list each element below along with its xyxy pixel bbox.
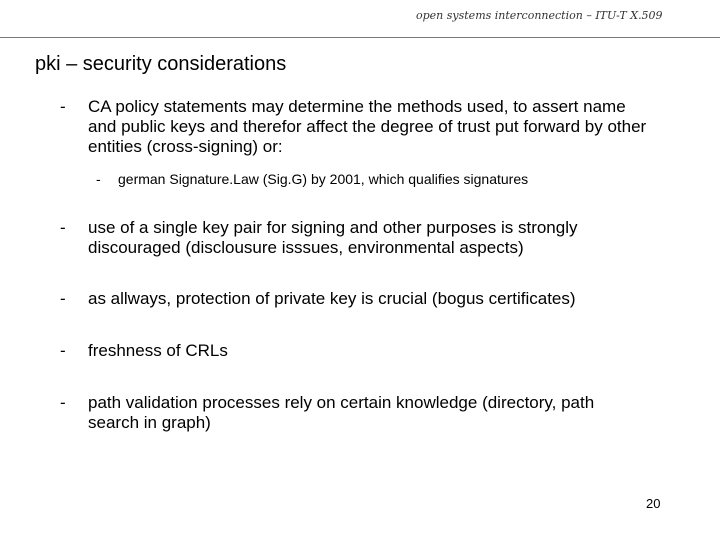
bullet-marker: - [60,218,66,237]
bullet-marker: - [60,393,66,412]
bullet-marker: - [60,289,66,308]
bullet-marker: - [60,97,66,116]
slide-title: pki – security considerations [35,53,287,75]
sub-bullet-marker: - [96,171,101,187]
bullet-text: use of a single key pair for signing and other purposes is strongly discouraged (disclousure isssues, environmental aspects) [88,218,578,257]
page-number: 20 [646,496,661,511]
bullet-text: as allways, protection of private key is crucial (bogus certificates) [88,289,576,308]
sub-bullet-text: german Signature.Law (Sig.G) by 2001, which qualifies signatures [118,171,529,187]
bullet-text: freshness of CRLs [88,341,228,360]
bullet-text: CA policy statements may determine the methods used, to assert name and public keys and therefor affect the degree of trust put forward by other entities (cross-signing) or: [88,97,647,156]
header-note: open systems interconnection – ITU-T X.509 [416,9,663,22]
bullet-marker: - [60,341,66,360]
bullet-text: path validation processes rely on certain knowledge (directory, path search in graph) [88,393,595,432]
